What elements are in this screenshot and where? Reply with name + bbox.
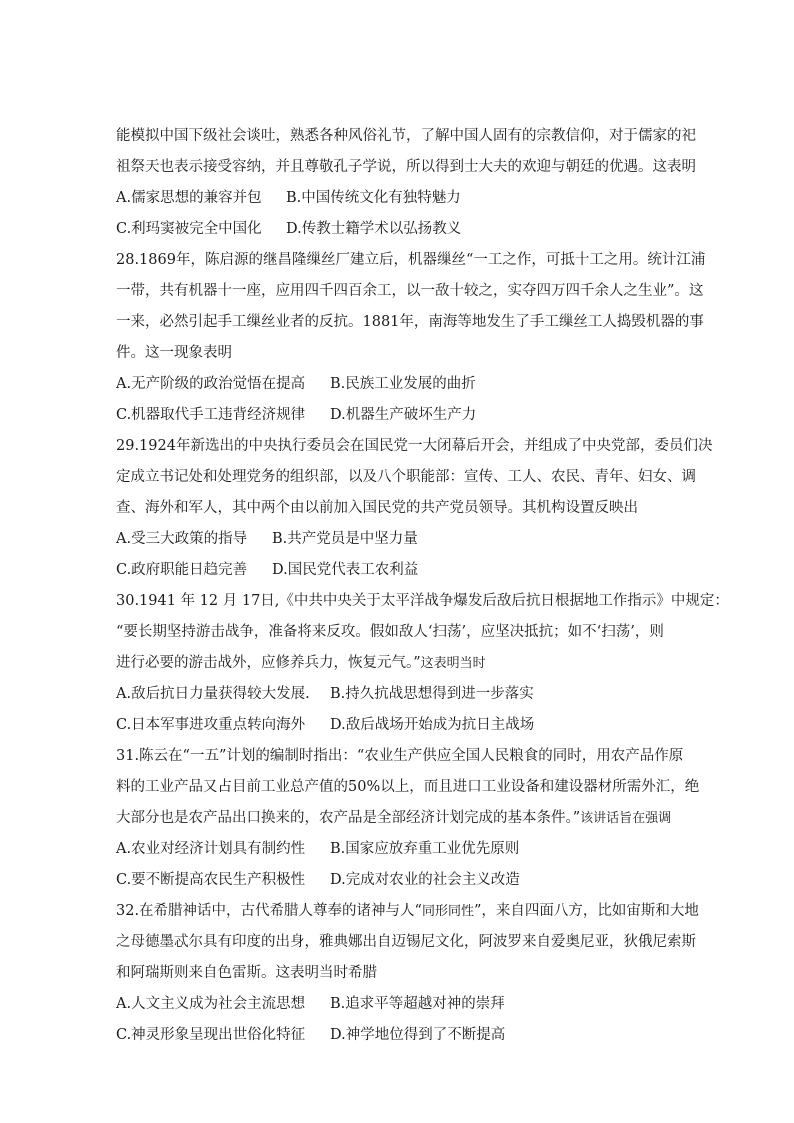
q31-option-a: A.农业对经济计划具有制约性 [116, 841, 306, 857]
q29-option-b: B.共产党员是中坚力量 [272, 531, 418, 547]
q32-option-c: C.神灵形象呈现出世俗化特征 [116, 1027, 306, 1043]
q29-option-d: D.国民党代表工农利益 [272, 562, 419, 578]
q30-line-1: 30.1941 年 12 月 17日,《中共中央关于太平洋战争爆发后敌后抗日根据地工作指示》中规定： [116, 593, 729, 609]
q29-line-3: 查、海外和军人，其中两个由以前加入国民党的共产党员领导。其机构设置反映出 [116, 500, 638, 516]
q30-option-c: C.日本军事进攻重点转向海外 [116, 717, 306, 733]
q30-line-2: “要长期坚持游击战争，准备将来反攻。假如敌人‘扫荡’，应坚决抵抗；如不‘扫荡’，则 [116, 624, 664, 640]
q32-line-1 [116, 901, 699, 922]
q29-option-c: C.政府职能日趋完善 [116, 562, 248, 578]
q29-line-1: 29.1924年新选出的中央执行委员会在国民党一大闭幕后开会，并组成了中央党部，委员们决 [116, 438, 713, 454]
q31-line-2: 料的工业产品又占目前工业总产值的50%以上，而且进口工业设备和建设器材所需外汇，绝 [116, 779, 700, 795]
q31-option-d: D.完成对农业的社会主义改造 [330, 872, 520, 888]
q31-option-c: C.要不断提高农民生产积极性 [116, 872, 306, 888]
q30-option-b: B.持久抗战思想得到进一步落实 [330, 686, 534, 702]
q30-line-3-quote: 进行必要的游击战外，应修养兵力，恢复元气。” [116, 655, 421, 671]
q28-option-b: B.民族工业发展的曲折 [330, 376, 476, 392]
q28-line-4: 件。这一现象表明 [116, 345, 232, 361]
q32-line-3: 和阿瑞斯则来自色雷斯。这表明当时希腊 [116, 965, 377, 981]
q32-line-2: 之母德墨忒尔具有印度的出身，雅典娜出自迈锡尼文化，阿波罗来自爱奥尼亚，狄俄尼索斯 [116, 934, 696, 950]
q32-line-1-mid: 同形同性 [421, 904, 474, 919]
q28-line-3: 一来，必然引起手工缫丝业者的反抗。1881年，南海等地发生了手工缫丝工人捣毁机器的事 [116, 314, 704, 330]
q28-option-c: C.机器取代手工违背经济规律 [116, 407, 306, 423]
q28-line-1: 28.1869年，陈启源的继昌隆缫丝厂建立后，机器缫丝“一工之作，可抵十工之用。统计江浦 [116, 252, 706, 268]
q28-option-a: A.无产阶级的政治觉悟在提高 [116, 376, 306, 392]
q29-option-a: A.受三大政策的指导 [116, 531, 248, 547]
q31-line-3-tail: 该讲话旨在强调 [580, 811, 672, 826]
q32-line-1-head: 32.在希腊神话中，古代希腊人尊奉的诸神与人“ [116, 903, 422, 919]
q30-option-d: D.敌后战场开始成为抗日主战场 [330, 717, 535, 733]
q30-line-3-tail: 这表明当时 [420, 656, 486, 671]
q27-option-b: B.中国传统文化有独特魅力 [286, 190, 461, 206]
q30-option-a: A.敌后抗日力量获得较大发展. [116, 686, 310, 702]
q31-line-3 [116, 808, 671, 829]
q32-option-b: B.追求平等超越对神的崇拜 [330, 996, 505, 1012]
q32-option-a: A.人文主义成为社会主流思想 [116, 996, 306, 1012]
q29-line-2: 定成立书记处和处理党务的组织部，以及八个职能部：宣传、工人、农民、青年、妇女、调 [116, 469, 696, 485]
q28-option-d: D.机器生产破坏生产力 [330, 407, 477, 423]
q27-line-1: 能模拟中国下级社会谈吐，熟悉各种风俗礼节，了解中国人固有的宗教信仰，对于儒家的祀 [116, 128, 696, 144]
q27-option-d: D.传教士籍学术以弘扬教义 [286, 221, 462, 237]
q32-line-1-tail: ”，来自四面八方，比如宙斯和大地 [474, 903, 699, 919]
q30-line-3 [116, 653, 486, 674]
q31-line-1: 31.陈云在“一五”计划的编制时指出：“农业生产供应全国人民粮食的同时，用农产品作原 [116, 748, 684, 764]
q27-option-a: A.儒家思想的兼容并包 [116, 190, 262, 206]
q31-option-b: B.国家应放弃重工业优先原则 [330, 841, 520, 857]
q31-line-3-quote: 大部分也是农产品出口换来的，农产品是全部经济计划完成的基本条件。” [116, 810, 581, 826]
q32-option-d: D.神学地位得到了不断提高 [330, 1027, 506, 1043]
q27-option-c: C.利玛窦被完全中国化 [116, 221, 262, 237]
q27-line-2: 祖祭天也表示接受容纳，并且尊敬孔子学说，所以得到士大夫的欢迎与朝廷的优遇。这表明 [116, 159, 696, 175]
q28-line-2: 一带，共有机器十一座，应用四千四百余工，以一敌十较之，实夺四万四千余人之生业”。这 [116, 283, 704, 299]
